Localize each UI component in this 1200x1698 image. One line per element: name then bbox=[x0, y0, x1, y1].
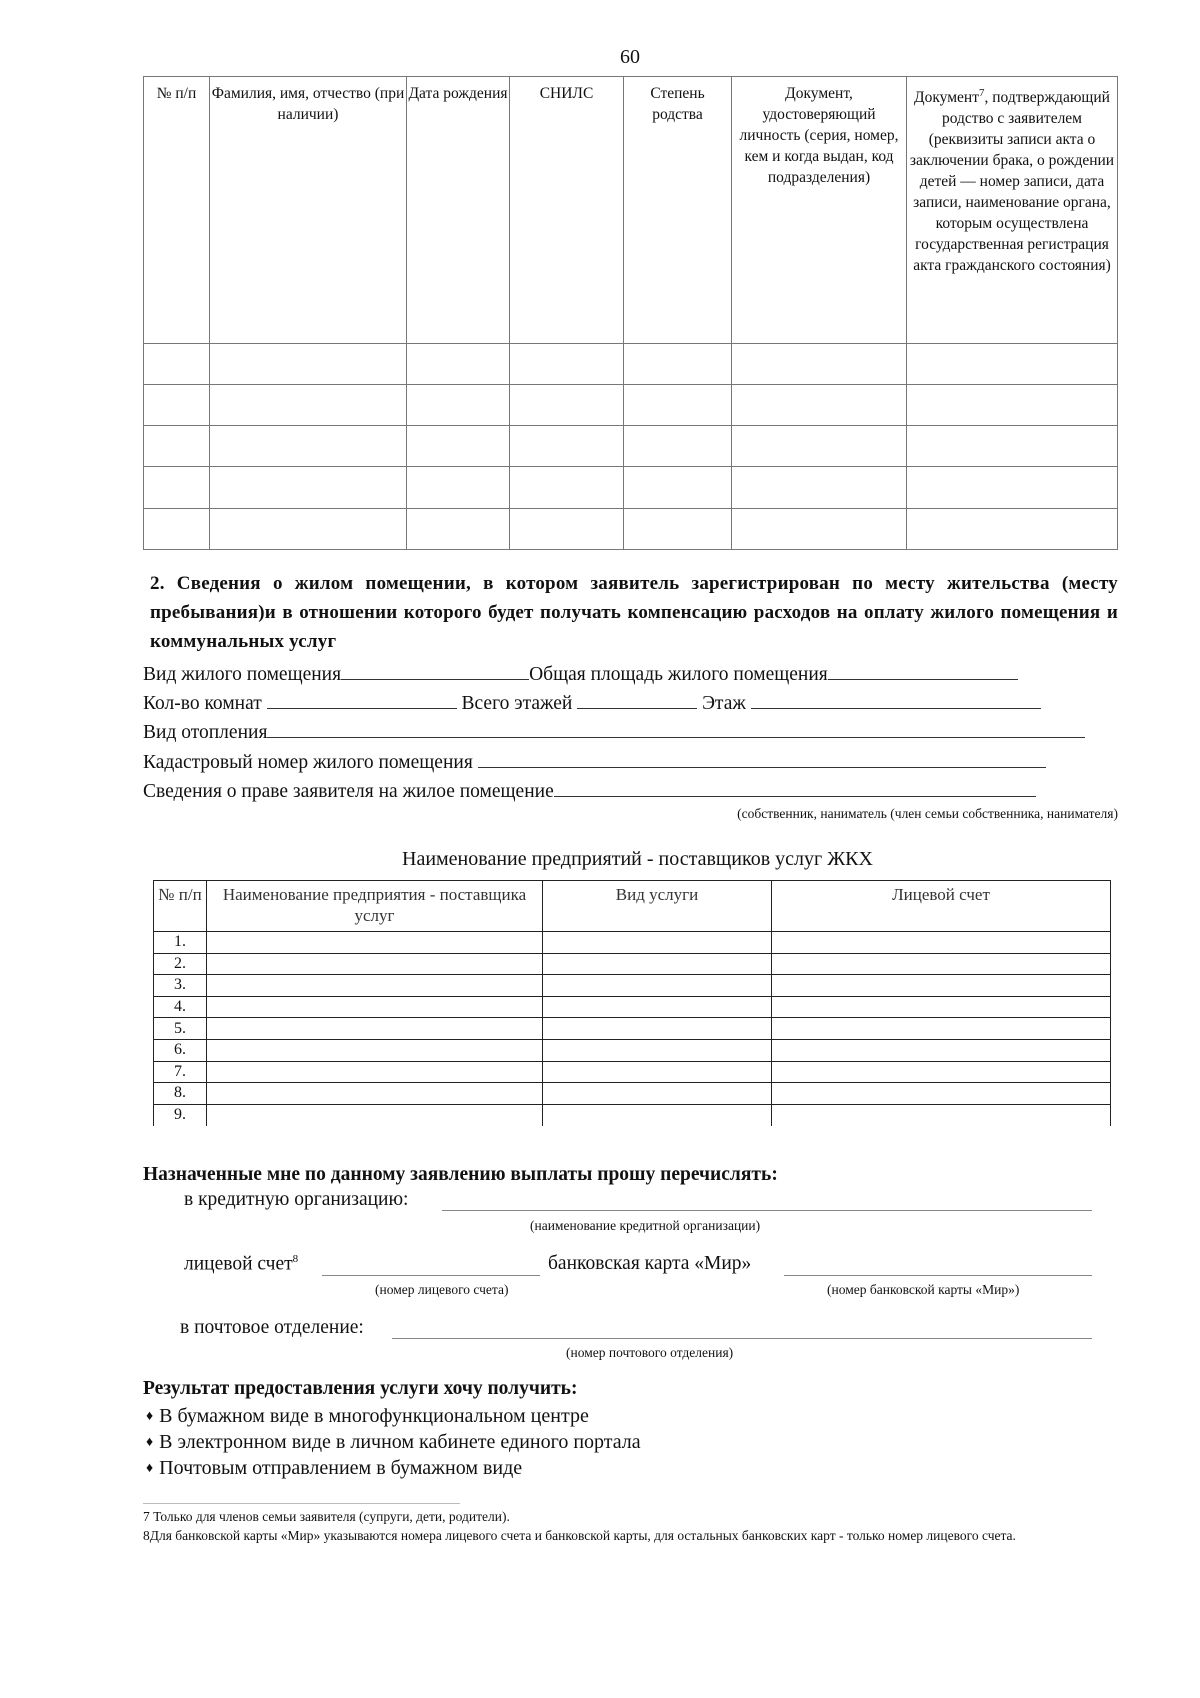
service-type-cell[interactable] bbox=[543, 1018, 772, 1040]
credit-org-field[interactable] bbox=[442, 1210, 1092, 1211]
service-type-cell[interactable] bbox=[543, 975, 772, 997]
table-cell[interactable] bbox=[624, 467, 732, 508]
diamond-bullet-icon: ♦ bbox=[146, 1435, 154, 1450]
account-cell[interactable] bbox=[772, 1083, 1111, 1105]
table-row bbox=[144, 343, 1118, 384]
account-cell[interactable] bbox=[772, 1061, 1111, 1083]
family-members-table bbox=[143, 76, 1118, 550]
table-cell[interactable] bbox=[144, 467, 210, 508]
table-cell[interactable] bbox=[144, 426, 210, 467]
rights-hint: (собственник, наниматель (член семьи собственника, нанимателя) bbox=[737, 806, 1118, 821]
table-cell[interactable] bbox=[510, 467, 624, 508]
col-provider-name-header: Наименование предприятия - поставщика услуг bbox=[207, 881, 543, 932]
table-cell[interactable] bbox=[510, 384, 624, 425]
footnote-mark-7: 7 bbox=[978, 87, 985, 99]
table-cell[interactable] bbox=[210, 343, 407, 384]
footnote-8: 8Для банковской карты «Мир» указываются номера лицевого счета и банковской карты, для остальных банковских карт - только номер лицевого счета. bbox=[143, 1528, 1016, 1543]
account-cell[interactable] bbox=[772, 932, 1111, 954]
row-number: 9. bbox=[154, 1104, 207, 1126]
table-cell[interactable] bbox=[732, 426, 907, 467]
table-row bbox=[144, 426, 1118, 467]
service-type-cell[interactable] bbox=[543, 1039, 772, 1061]
table-cell[interactable] bbox=[210, 426, 407, 467]
footnote-mark-8: 8 bbox=[292, 1253, 299, 1265]
table-row bbox=[154, 975, 1111, 997]
table-row bbox=[144, 508, 1118, 549]
table-cell[interactable] bbox=[732, 467, 907, 508]
rights-line bbox=[143, 777, 1036, 805]
table-row bbox=[144, 384, 1118, 425]
provider-name-cell[interactable] bbox=[207, 1018, 543, 1040]
table-row bbox=[154, 932, 1111, 954]
provider-name-cell[interactable] bbox=[207, 1083, 543, 1105]
row-number: 1. bbox=[154, 932, 207, 954]
provider-name-cell[interactable] bbox=[207, 1061, 543, 1083]
housing-type-field[interactable] bbox=[341, 660, 529, 680]
cadastral-number-field[interactable] bbox=[478, 748, 1046, 768]
table-cell[interactable] bbox=[407, 343, 510, 384]
housing-type-label: Вид жилого помещения bbox=[143, 664, 342, 685]
footnote-7: 7 Только для членов семьи заявителя (супруги, дети, родители). bbox=[143, 1509, 510, 1524]
footnote-divider bbox=[143, 1503, 460, 1504]
provider-name-cell[interactable] bbox=[207, 1104, 543, 1126]
table-cell[interactable] bbox=[907, 467, 1118, 508]
kinship-doc-title: Документ bbox=[914, 89, 979, 107]
post-office-field[interactable] bbox=[392, 1338, 1092, 1339]
table-cell[interactable] bbox=[407, 384, 510, 425]
provider-name-cell[interactable] bbox=[207, 1039, 543, 1061]
rooms-field[interactable] bbox=[267, 689, 457, 709]
heating-field[interactable] bbox=[267, 718, 1085, 738]
account-cell[interactable] bbox=[772, 996, 1111, 1018]
result-option-mail[interactable] bbox=[146, 1457, 522, 1480]
table-row bbox=[154, 1061, 1111, 1083]
heating-line bbox=[143, 718, 1085, 746]
account-cell[interactable] bbox=[772, 1018, 1111, 1040]
table-cell[interactable] bbox=[510, 508, 624, 549]
kinship-doc-details: подтверждающий родство с заявителем (реквизиты записи акта о заключении брака, о рождении детей — номер записи, дата записи, наименование органа, которым осуществлена государственная регистрация акта гражданского состояния) bbox=[909, 89, 1115, 275]
table-cell[interactable] bbox=[144, 508, 210, 549]
row-number: 8. bbox=[154, 1083, 207, 1105]
section-2-title: 2. Сведения о жилом помещении, в котором заявитель зарегистрирован по месту жительства (месту пребывания)и в отношении которого будет получать компенсацию расходов на оплату жилого помещения и коммунальных услуг bbox=[150, 573, 1118, 652]
table-row bbox=[154, 1104, 1111, 1126]
post-office-hint: (номер почтового отделения) bbox=[566, 1345, 734, 1360]
row-number: 3. bbox=[154, 975, 207, 997]
table-cell[interactable] bbox=[624, 343, 732, 384]
post-office-label: в почтовое отделение: bbox=[180, 1317, 364, 1338]
table-cell[interactable] bbox=[624, 384, 732, 425]
service-type-cell[interactable] bbox=[543, 932, 772, 954]
providers-table-header bbox=[154, 881, 1111, 932]
table-row bbox=[154, 996, 1111, 1018]
provider-name-cell[interactable] bbox=[207, 953, 543, 975]
service-type-cell[interactable] bbox=[543, 996, 772, 1018]
table-cell[interactable] bbox=[907, 508, 1118, 549]
row-number: 6. bbox=[154, 1039, 207, 1061]
total-floors-field[interactable] bbox=[577, 689, 697, 709]
table-cell[interactable] bbox=[144, 343, 210, 384]
cadastral-label: Кадастровый номер жилого помещения bbox=[143, 752, 473, 773]
mir-card-number-field[interactable] bbox=[784, 1275, 1092, 1276]
heating-label: Вид отопления bbox=[143, 722, 268, 743]
table-cell[interactable] bbox=[732, 508, 907, 549]
table-row bbox=[154, 1083, 1111, 1105]
row-number: 5. bbox=[154, 1018, 207, 1040]
rights-field[interactable] bbox=[554, 777, 1036, 797]
table-cell[interactable] bbox=[407, 508, 510, 549]
provider-name-cell[interactable] bbox=[207, 932, 543, 954]
table-cell[interactable] bbox=[907, 343, 1118, 384]
table-cell[interactable] bbox=[144, 384, 210, 425]
table-cell[interactable] bbox=[510, 343, 624, 384]
rights-label: Сведения о праве заявителя на жилое помещение bbox=[143, 781, 554, 802]
account-cell[interactable] bbox=[772, 975, 1111, 997]
rooms-label: Кол-во комнат bbox=[143, 693, 262, 714]
col-identity-document-header: Документ, удостоверяющий личность (серия, номер, кем и когда выдан, код подразделения) bbox=[732, 77, 907, 344]
table-cell[interactable] bbox=[510, 426, 624, 467]
table-cell[interactable] bbox=[210, 508, 407, 549]
row-number: 2. bbox=[154, 953, 207, 975]
col-number-header: № п/п bbox=[154, 881, 207, 932]
table-cell[interactable] bbox=[624, 508, 732, 549]
col-full-name-header: Фамилия, имя, отчество (при наличии) bbox=[210, 77, 407, 344]
col-account-header: Лицевой счет bbox=[772, 881, 1111, 932]
account-cell[interactable] bbox=[772, 1104, 1111, 1126]
account-hint: (номер лицевого счета) bbox=[375, 1282, 509, 1297]
table-cell[interactable] bbox=[407, 426, 510, 467]
row-number: 7. bbox=[154, 1061, 207, 1083]
floor-label: Этаж bbox=[702, 693, 746, 714]
result-option-label: Почтовым отправлением в бумажном виде bbox=[159, 1457, 523, 1479]
providers-caption: Наименование предприятий - поставщиков услуг ЖКХ bbox=[402, 848, 873, 870]
floor-field[interactable] bbox=[751, 689, 1041, 709]
table-cell[interactable] bbox=[210, 384, 407, 425]
service-type-cell[interactable] bbox=[543, 953, 772, 975]
provider-name-cell[interactable] bbox=[207, 975, 543, 997]
result-option-mfc[interactable] bbox=[146, 1405, 589, 1428]
table-cell[interactable] bbox=[907, 426, 1118, 467]
card-hint: (номер банковской карты «Мир») bbox=[827, 1282, 1020, 1297]
table-cell[interactable] bbox=[210, 467, 407, 508]
service-type-cell[interactable] bbox=[543, 1083, 772, 1105]
table-cell[interactable] bbox=[732, 384, 907, 425]
table-cell[interactable] bbox=[907, 384, 1118, 425]
service-type-cell[interactable] bbox=[543, 1104, 772, 1126]
housing-type-line bbox=[143, 660, 1018, 688]
utility-providers-table bbox=[153, 880, 1111, 1126]
result-title: Результат предоставления услуги хочу получить: bbox=[143, 1378, 578, 1399]
col-relationship-header: Степень родства bbox=[624, 77, 732, 344]
col-kinship-document-header: Документ$^7$, подтверждающий родство с заявителем (реквизиты записи акта о заключении брака, о рождении детей — номер записи, дата записи, наименование органа, которым осуществлена государственная регистрация акта гражданского состояния) bbox=[907, 77, 1118, 344]
credit-org-hint: (наименование кредитной организации) bbox=[530, 1218, 761, 1233]
table-row bbox=[144, 467, 1118, 508]
account-number-field[interactable] bbox=[322, 1275, 540, 1276]
service-type-cell[interactable] bbox=[543, 1061, 772, 1083]
diamond-bullet-icon: ♦ bbox=[146, 1409, 154, 1424]
total-area-field[interactable] bbox=[828, 660, 1018, 680]
table-cell[interactable] bbox=[407, 467, 510, 508]
result-option-portal[interactable] bbox=[146, 1431, 641, 1454]
credit-org-label: в кредитную организацию: bbox=[184, 1189, 409, 1210]
cadastral-line bbox=[143, 748, 1046, 776]
table-row bbox=[154, 1018, 1111, 1040]
total-floors-label: Всего этажей bbox=[461, 693, 573, 714]
payment-title: Назначенные мне по данному заявлению выплаты прошу перечислять: bbox=[143, 1164, 778, 1185]
table-row bbox=[154, 1039, 1111, 1061]
account-label-wrap bbox=[184, 1253, 298, 1276]
table-cell[interactable] bbox=[732, 343, 907, 384]
rooms-floors-line bbox=[143, 689, 1041, 717]
diamond-bullet-icon: ♦ bbox=[146, 1461, 154, 1476]
col-service-type-header: Вид услуги bbox=[543, 881, 772, 932]
account-cell[interactable] bbox=[772, 1039, 1111, 1061]
row-number: 4. bbox=[154, 996, 207, 1018]
table-row bbox=[154, 953, 1111, 975]
table-cell[interactable] bbox=[624, 426, 732, 467]
col-birth-date-header: Дата рождения bbox=[407, 77, 510, 344]
col-number-header: № п/п bbox=[144, 77, 210, 344]
total-area-label: Общая площадь жилого помещения bbox=[529, 664, 828, 685]
col-snils-header: СНИЛС bbox=[510, 77, 624, 344]
page-number: 60 bbox=[620, 46, 640, 68]
result-option-label: В электронном виде в личном кабинете единого портала bbox=[159, 1431, 641, 1453]
account-cell[interactable] bbox=[772, 953, 1111, 975]
account-label: лицевой счет bbox=[184, 1253, 293, 1275]
card-label: банковская карта «Мир» bbox=[548, 1253, 752, 1274]
provider-name-cell[interactable] bbox=[207, 996, 543, 1018]
family-table-header bbox=[144, 77, 1118, 344]
result-option-label: В бумажном виде в многофункциональном центре bbox=[159, 1405, 589, 1427]
